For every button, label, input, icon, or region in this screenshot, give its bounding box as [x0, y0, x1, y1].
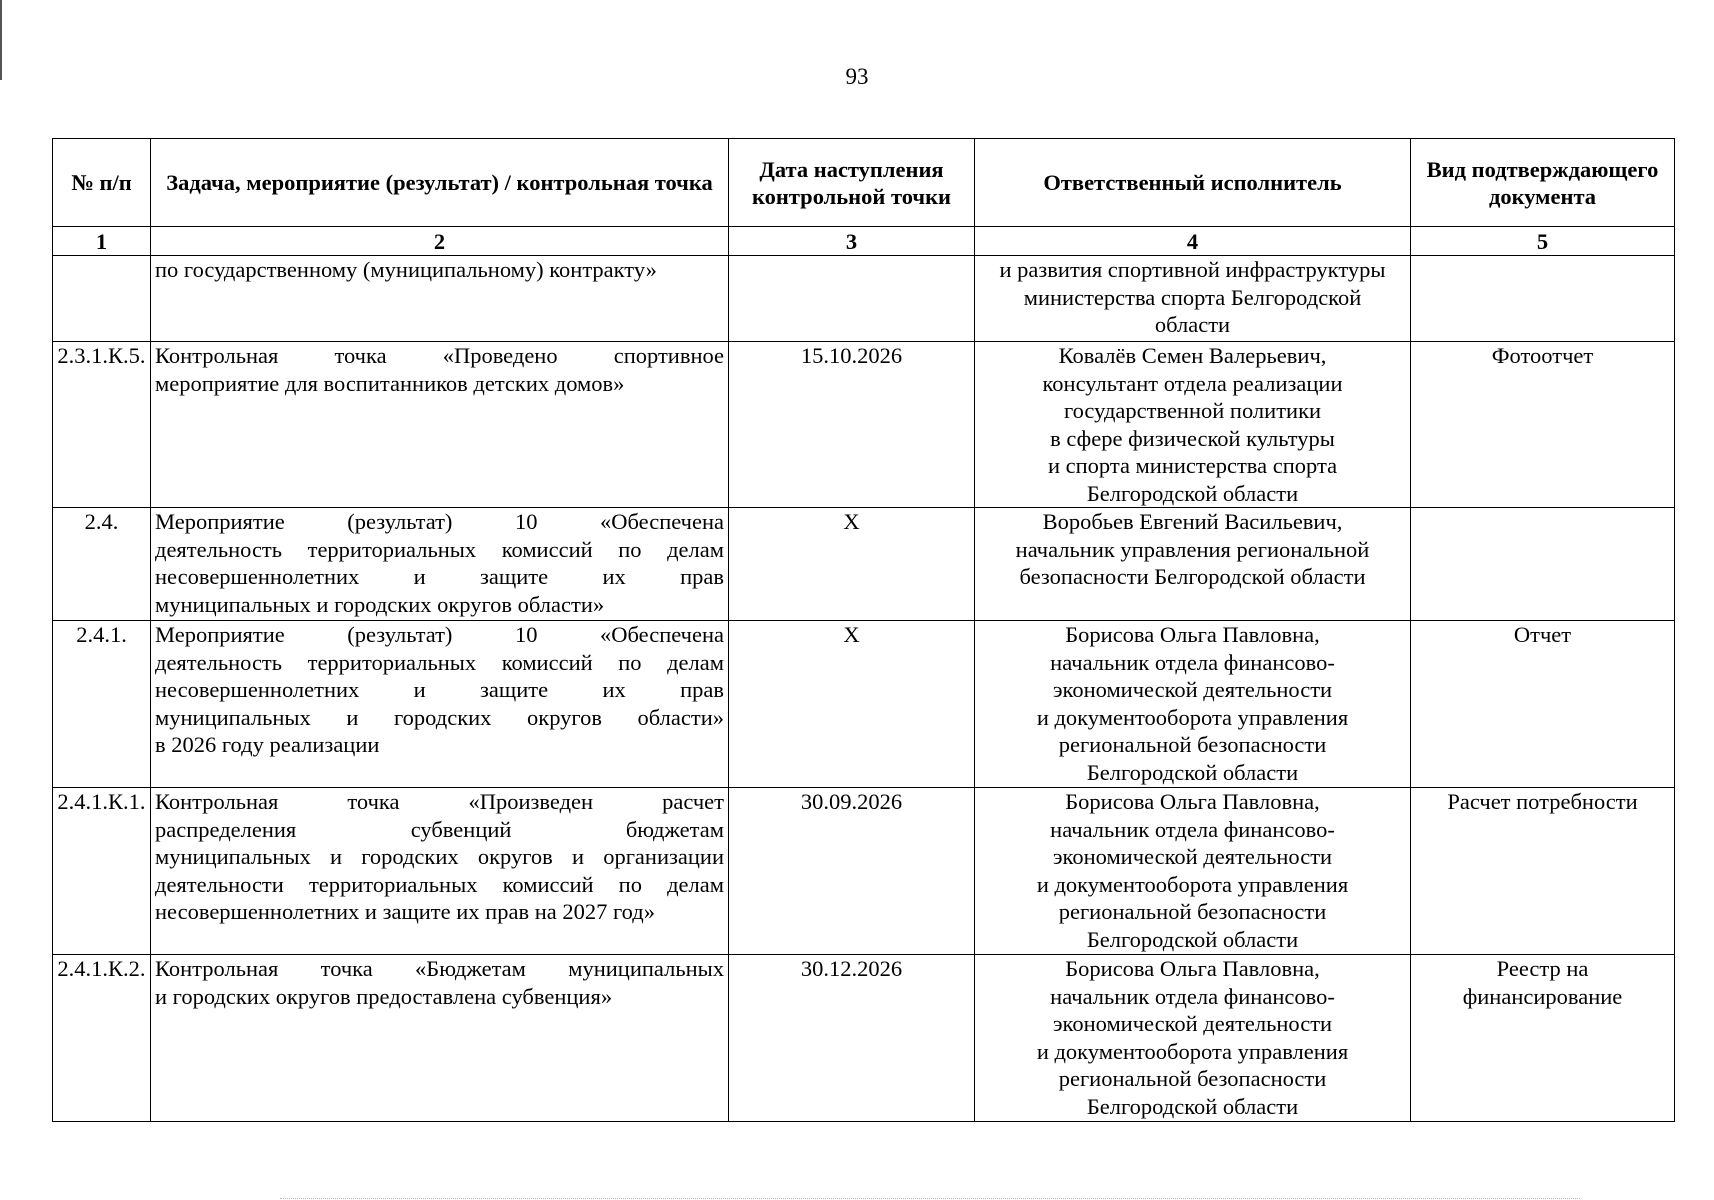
column-number-2: 2 [151, 227, 729, 256]
table-row [53, 508, 1675, 621]
table-row [53, 788, 1675, 955]
executor-text-line: консультант отдела реализации [1042, 370, 1343, 396]
task-text-line: деятельности территориальных комиссий по делам [155, 871, 724, 897]
document-type-cell [1411, 788, 1675, 955]
document-type-cell [1411, 256, 1675, 342]
header-date: Дата наступления контрольной точки [729, 139, 975, 227]
task-cell [151, 955, 729, 1122]
column-number-4: 4 [975, 227, 1411, 256]
executor-text-line: экономической деятельности [1052, 1011, 1333, 1036]
date-cell [729, 256, 975, 342]
header-row [53, 139, 1675, 227]
executor-cell [975, 256, 1411, 342]
date-cell: Х [729, 621, 975, 788]
executor-text-line: Белгородской области [1086, 759, 1299, 785]
executor-text-line: региональной безопасности [1058, 1066, 1327, 1091]
task-cell [151, 621, 729, 788]
column-number-1: 1 [53, 227, 151, 256]
date-cell: 30.09.2026 [729, 788, 975, 955]
task-cell [151, 256, 729, 342]
executor-text-line: области [1154, 312, 1231, 337]
table-row [53, 621, 1675, 788]
executor-text-line: экономической деятельности [1052, 677, 1333, 702]
executor-text-line: и документооборота управления [1036, 871, 1349, 897]
scan-footer-dots [280, 1198, 1580, 1199]
document-type-line: Реестр на [1496, 956, 1589, 981]
row-number-cell: 2.4.1.К.2. [53, 955, 151, 1122]
column-number-5: 5 [1411, 227, 1675, 256]
executor-text-line: Белгородской области [1086, 926, 1299, 952]
document-type-line: Фотоотчет [1491, 343, 1594, 368]
executor-text-line: Борисова Ольга Павловна, [1065, 956, 1320, 981]
task-text-line: и городских округов предоставлена субвенция» [155, 983, 613, 1009]
task-text-line: по государственному (муниципальному) контракту» [155, 257, 657, 282]
task-text-line: несовершеннолетних и защите их прав [155, 564, 724, 589]
executor-text-line: региональной безопасности [1058, 899, 1327, 924]
task-text-line: Мероприятие (результат) 10 «Обеспечена [155, 509, 724, 534]
date-cell: 15.10.2026 [729, 342, 975, 508]
executor-text-line: министерства спорта Белгородской [1023, 284, 1362, 310]
date-cell: 30.12.2026 [729, 955, 975, 1122]
table-row [53, 955, 1675, 1122]
executor-text-line: Воробьев Евгений Васильевич, [1042, 509, 1343, 534]
task-text-line: несовершеннолетних и защите их прав [155, 677, 724, 702]
executor-text-line: и развития спортивной инфраструктуры [999, 257, 1386, 282]
table-body [53, 256, 1675, 1122]
document-type-cell [1411, 955, 1675, 1122]
task-text-line: деятельность территориальных комиссий по делам [155, 536, 724, 562]
executor-text-line: экономической деятельности [1052, 844, 1333, 869]
row-number-cell: 2.4.1. [53, 621, 151, 788]
table-row [53, 256, 1675, 342]
task-text-line: Контрольная точка «Бюджетам муниципальных [155, 956, 724, 981]
task-cell [151, 342, 729, 508]
task-text-line: мероприятие для воспитанников детских домов» [155, 370, 625, 396]
executor-cell [975, 621, 1411, 788]
executor-text-line: и документооборота управления [1036, 704, 1349, 730]
header-task: Задача, мероприятие (результат) / контрольная точка [151, 139, 729, 227]
column-number-3: 3 [729, 227, 975, 256]
column-number-row [53, 227, 1675, 256]
executor-text-line: региональной безопасности [1058, 732, 1327, 757]
page-number: 93 [845, 64, 869, 89]
executor-text-line: Ковалёв Семен Валерьевич, [1058, 343, 1327, 368]
task-text-line: муниципальных и городских округов и организации [155, 844, 724, 869]
document-type-cell [1411, 621, 1675, 788]
document-type-cell [1411, 342, 1675, 508]
task-cell [151, 508, 729, 621]
executor-text-line: Белгородской области [1086, 480, 1299, 506]
executor-text-line: начальник отдела финансово- [1050, 816, 1335, 842]
task-text-line: муниципальных и городских округов области» [155, 704, 724, 730]
executor-cell [975, 342, 1411, 508]
executor-cell [975, 955, 1411, 1122]
task-text-line: распределения субвенций бюджетам [155, 816, 724, 842]
executor-text-line: и документооборота управления [1036, 1038, 1349, 1064]
document-type-line: финансирование [1462, 983, 1623, 1009]
task-text-line: Контрольная точка «Проведено спортивное [155, 343, 724, 368]
table-row [53, 342, 1675, 508]
task-text-line: в 2026 году реализации [155, 732, 380, 757]
task-cell [151, 788, 729, 955]
executor-text-line: и спорта министерства спорта [1047, 453, 1338, 478]
task-text-line: Мероприятие (результат) 10 «Обеспечена [155, 622, 724, 647]
task-text-line: несовершеннолетних и защите их прав на 2027 год» [155, 899, 655, 924]
date-cell: Х [729, 508, 975, 621]
document-type-cell [1411, 508, 1675, 621]
executor-text-line: в сфере физической культуры [1050, 425, 1335, 451]
executor-text-line: начальник отдела финансово- [1050, 983, 1335, 1009]
header-number: № п/п [53, 139, 151, 227]
row-number-cell: 2.4. [53, 508, 151, 621]
task-text-line: муниципальных и городских округов области» [155, 591, 605, 617]
executor-cell [975, 508, 1411, 621]
executor-text-line: Борисова Ольга Павловна, [1065, 789, 1320, 814]
header-document: Вид подтверждающего документа [1411, 139, 1675, 227]
row-number-cell [53, 256, 151, 342]
task-text-line: деятельность территориальных комиссий по делам [155, 649, 724, 675]
executor-text-line: Борисова Ольга Павловна, [1065, 622, 1320, 647]
task-text-line: Контрольная точка «Произведен расчет [155, 789, 724, 814]
executor-text-line: безопасности Белгородской области [1019, 564, 1366, 589]
executor-text-line: государственной политики [1063, 398, 1322, 423]
row-number-cell: 2.4.1.К.1. [53, 788, 151, 955]
executor-text-line: начальник управления региональной [1015, 536, 1370, 562]
row-number-cell: 2.3.1.К.5. [53, 342, 151, 508]
executor-text-line: начальник отдела финансово- [1050, 649, 1335, 675]
control-points-table [52, 138, 1675, 1122]
executor-cell [975, 788, 1411, 955]
document-type-line: Расчет потребности [1447, 789, 1638, 814]
document-type-line: Отчет [1513, 622, 1572, 647]
executor-text-line: Белгородской области [1086, 1093, 1299, 1119]
header-executor: Ответственный исполнитель [975, 139, 1411, 227]
